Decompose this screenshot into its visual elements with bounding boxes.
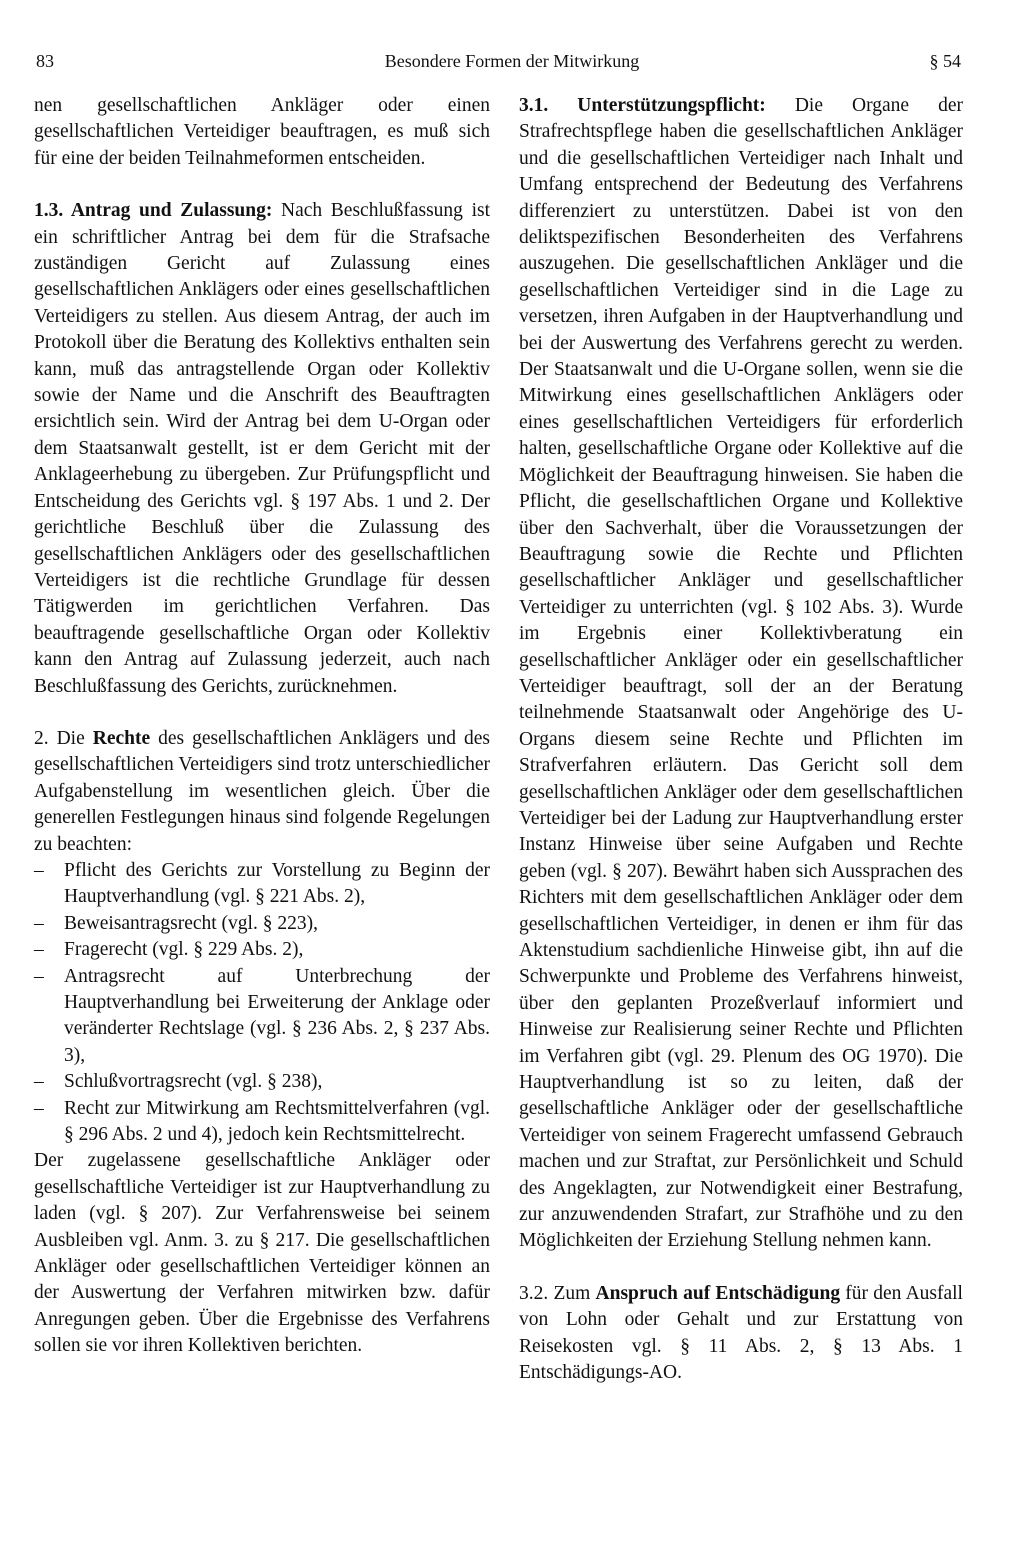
- rights-list: [34, 858, 490, 1148]
- closing-paragraph: Der zugelassene gesellschaftliche Ankläger oder gesellschaftliche Verteidiger ist zur Hauptverhandlung zu laden (vgl. § 207). Zur Verfahrensweise bei seinem Ausbleiben vgl. Anm. 3. zu § 217. Die gesellschaftlichen Ankläger oder gesellschaftlichen Verteidiger können an der Auswertung der Verfahren mitwirken bzw. dafür Anregungen geben. Über die Ergebnisse des Verfahrens sollen sie vor ihren Kollektiven berichten.: [34, 1150, 490, 1357]
- list-item: – Recht zur Mitwirkung am Rechtsmittelverfahren (vgl. § 296 Abs. 2 und 4), jedoch kein Rechtsmittelrecht.: [34, 1097, 490, 1146]
- continuation-paragraph: nen gesellschaftlichen Ankläger oder einen gesellschaftlichen Verteidiger beauftragen, es muß sich für eine der beiden Teilnahmeformen entscheiden.: [34, 95, 490, 169]
- paragraph-text: des gesellschaftlichen Anklägers und des gesellschaftlichen Verteidigers sind trotz unterschiedlicher Aufgabenstellung im wesentlichen gleich. Über die generellen Festlegungen hinaus sind folgende Regelungen zu beachten:: [34, 727, 490, 855]
- list-item: – Pflicht des Gerichts zur Vorstellung zu Beginn der Hauptverhandlung (vgl. § 221 Abs. 2),: [34, 859, 490, 908]
- list-item: – Schlußvortragsrecht (vgl. § 238),: [34, 1071, 323, 1093]
- paragraph-text: Die Organe der Strafrechtspflege haben die gesellschaftlichen Ankläger und die gesellschaftlichen Verteidiger nach Inhalt und Umfang entsprechend der Bedeutung des Verfahrens differenziert zu unterstützen. Dabei ist von den deliktspezifischen Besonderheiten des Verfahrens auszugehen. Die gesellschaftlichen Ankläger und die gesellschaftlichen Verteidiger sind in die Lage zu versetzen, ihren Aufgaben in der Hauptverhandlung und bei der Auswertung des Verfahrens gerecht zu werden. Der Staatsanwalt und die U-Organe sollen, wenn sie die Mitwirkung eines gesellschaftlichen Anklägers oder eines gesellschaftlichen Verteidigers für erforderlich halten, gesellschaftliche Organe oder Kollektive auf die Möglichkeit der Beauftragung hinweisen. Sie haben die Pflicht, die gesellschaftlichen Organe und Kollektive über den Sachverhalt, über die Voraussetzungen der Beauftragung sowie die Rechte und Pflichten gesellschaftlicher Ankläger und gesellschaftlicher Verteidiger zu unterrichten (vgl. § 102 Abs. 3). Wurde im Ergebnis einer Kollektivberatung ein gesellschaftlicher Ankläger oder ein gesellschaftlicher Verteidiger beauftragt, soll der an der Beratung teilnehmende Staatsanwalt oder Angehörige des U-Organs diesem seine Rechte und Pflichten im Strafverfahren erläutern. Das Gericht soll dem gesellschaftlichen Ankläger oder dem gesellschaftlichen Verteidiger bei der Ladung zur Hauptverhandlung erster Instanz Hinweise über seine Aufgaben und Rechte geben (vgl. § 207). Bewährt haben sich Aussprachen des Richters mit dem gesellschaftlichen Ankläger oder dem gesellschaftlichen Verteidiger, in denen er ihm für das Aktenstudium sachdienliche Hinweise gibt, ihn auf die Schwerpunkte und Probleme des Verfahrens hinweist, über den geplanten Prozeßverlauf informiert und Hinweise zur Realisierung seiner Rechte und Pflichten im Verfahren gibt (vgl. 29. Plenum des OG 1970). Die Hauptverhandlung ist so zu leiten, daß der gesellschaftliche Ankläger oder der gesellschaftliche Verteidiger von seinem Fragerecht umfassend Gebrauch machen und zur Straftat, zur Persönlichkeit und Schuld des Angeklagten, zur Notwendigkeit einer Bestrafung, zur anzuwendenden Strafart, zur Strafhöhe und zu den Möglichkeiten der Erziehung Stellung nehmen kann.: [519, 95, 964, 1252]
- paragraph-keyword: Anspruch auf Entschädigung: [595, 1282, 841, 1304]
- paragraph-text: Nach Beschlußfassung ist ein schriftlicher Antrag bei dem für die Strafsache zuständigen Gericht auf Zulassung eines gesellschaftlichen Anklägers oder eines gesellschaftlichen Verteidigers zu stellen. Aus diesem Antrag, der auch im Protokoll über die Beratung des Kollektivs enthalten sein kann, muß das antragstellende Organ oder Kollektiv sowie der Name und die Anschrift des Beauftragten ersichtlich sein. Wird der Antrag bei dem U-Organ oder dem Staatsanwalt gestellt, ist er dem Gericht mit der Anklageerhebung zu übergeben. Zur Prüfungspflicht und Entscheidung des Gerichts vgl. § 197 Abs. 1 und 2. Der gerichtliche Beschluß über die Zulassung des gesellschaftlichen Anklägers oder des gesellschaftlichen Verteidigers ist die rechtliche Grundlage für dessen Tätigwerden im gerichtlichen Verfahren. Das beauftragende gesellschaftliche Organ oder Kollektiv kann den Antrag auf Zulassung jederzeit, auch nach Beschlußfassung des Gerichts, zurücknehmen.: [34, 200, 491, 697]
- paragraph-text: für den Ausfall von Lohn oder Gehalt und zur Erstattung von Reisekosten vgl. § 11 Abs. 2, § 13 Abs. 1 Entschädigungs-AO.: [519, 1282, 963, 1384]
- running-title: Besondere Formen der Mitwirkung: [384, 51, 640, 71]
- paragraph-heading: 3.1. Unterstützungspflicht:: [519, 95, 766, 116]
- paragraph-number: 3.2. Zum: [519, 1282, 596, 1304]
- paragraph-3-2: [519, 1281, 963, 1387]
- list-item: – Beweisantragsrecht (vgl. § 223),: [34, 912, 318, 934]
- list-item: – Antragsrecht auf Unterbrechung der Hauptverhandlung bei Erweiterung der Anklage oder veränderter Rechtslage (vgl. § 236 Abs. 2, § 237 Abs. 3),: [34, 965, 490, 1066]
- right-column: [519, 93, 963, 1387]
- list-item: – Fragerecht (vgl. § 229 Abs. 2),: [34, 939, 304, 961]
- paragraph-heading: 1.3. Antrag und Zulassung:: [34, 200, 273, 222]
- left-column: [34, 93, 490, 1360]
- section-number: § 54: [929, 51, 961, 71]
- page-number: 83: [36, 51, 54, 71]
- paragraph-keyword: Rechte: [92, 727, 151, 749]
- paragraph-number: 2. Die: [34, 727, 93, 749]
- paragraph-1-3: [34, 198, 490, 700]
- paragraph-3-1: [519, 93, 963, 1255]
- paragraph-2: [34, 726, 490, 858]
- page-header: [0, 48, 1024, 72]
